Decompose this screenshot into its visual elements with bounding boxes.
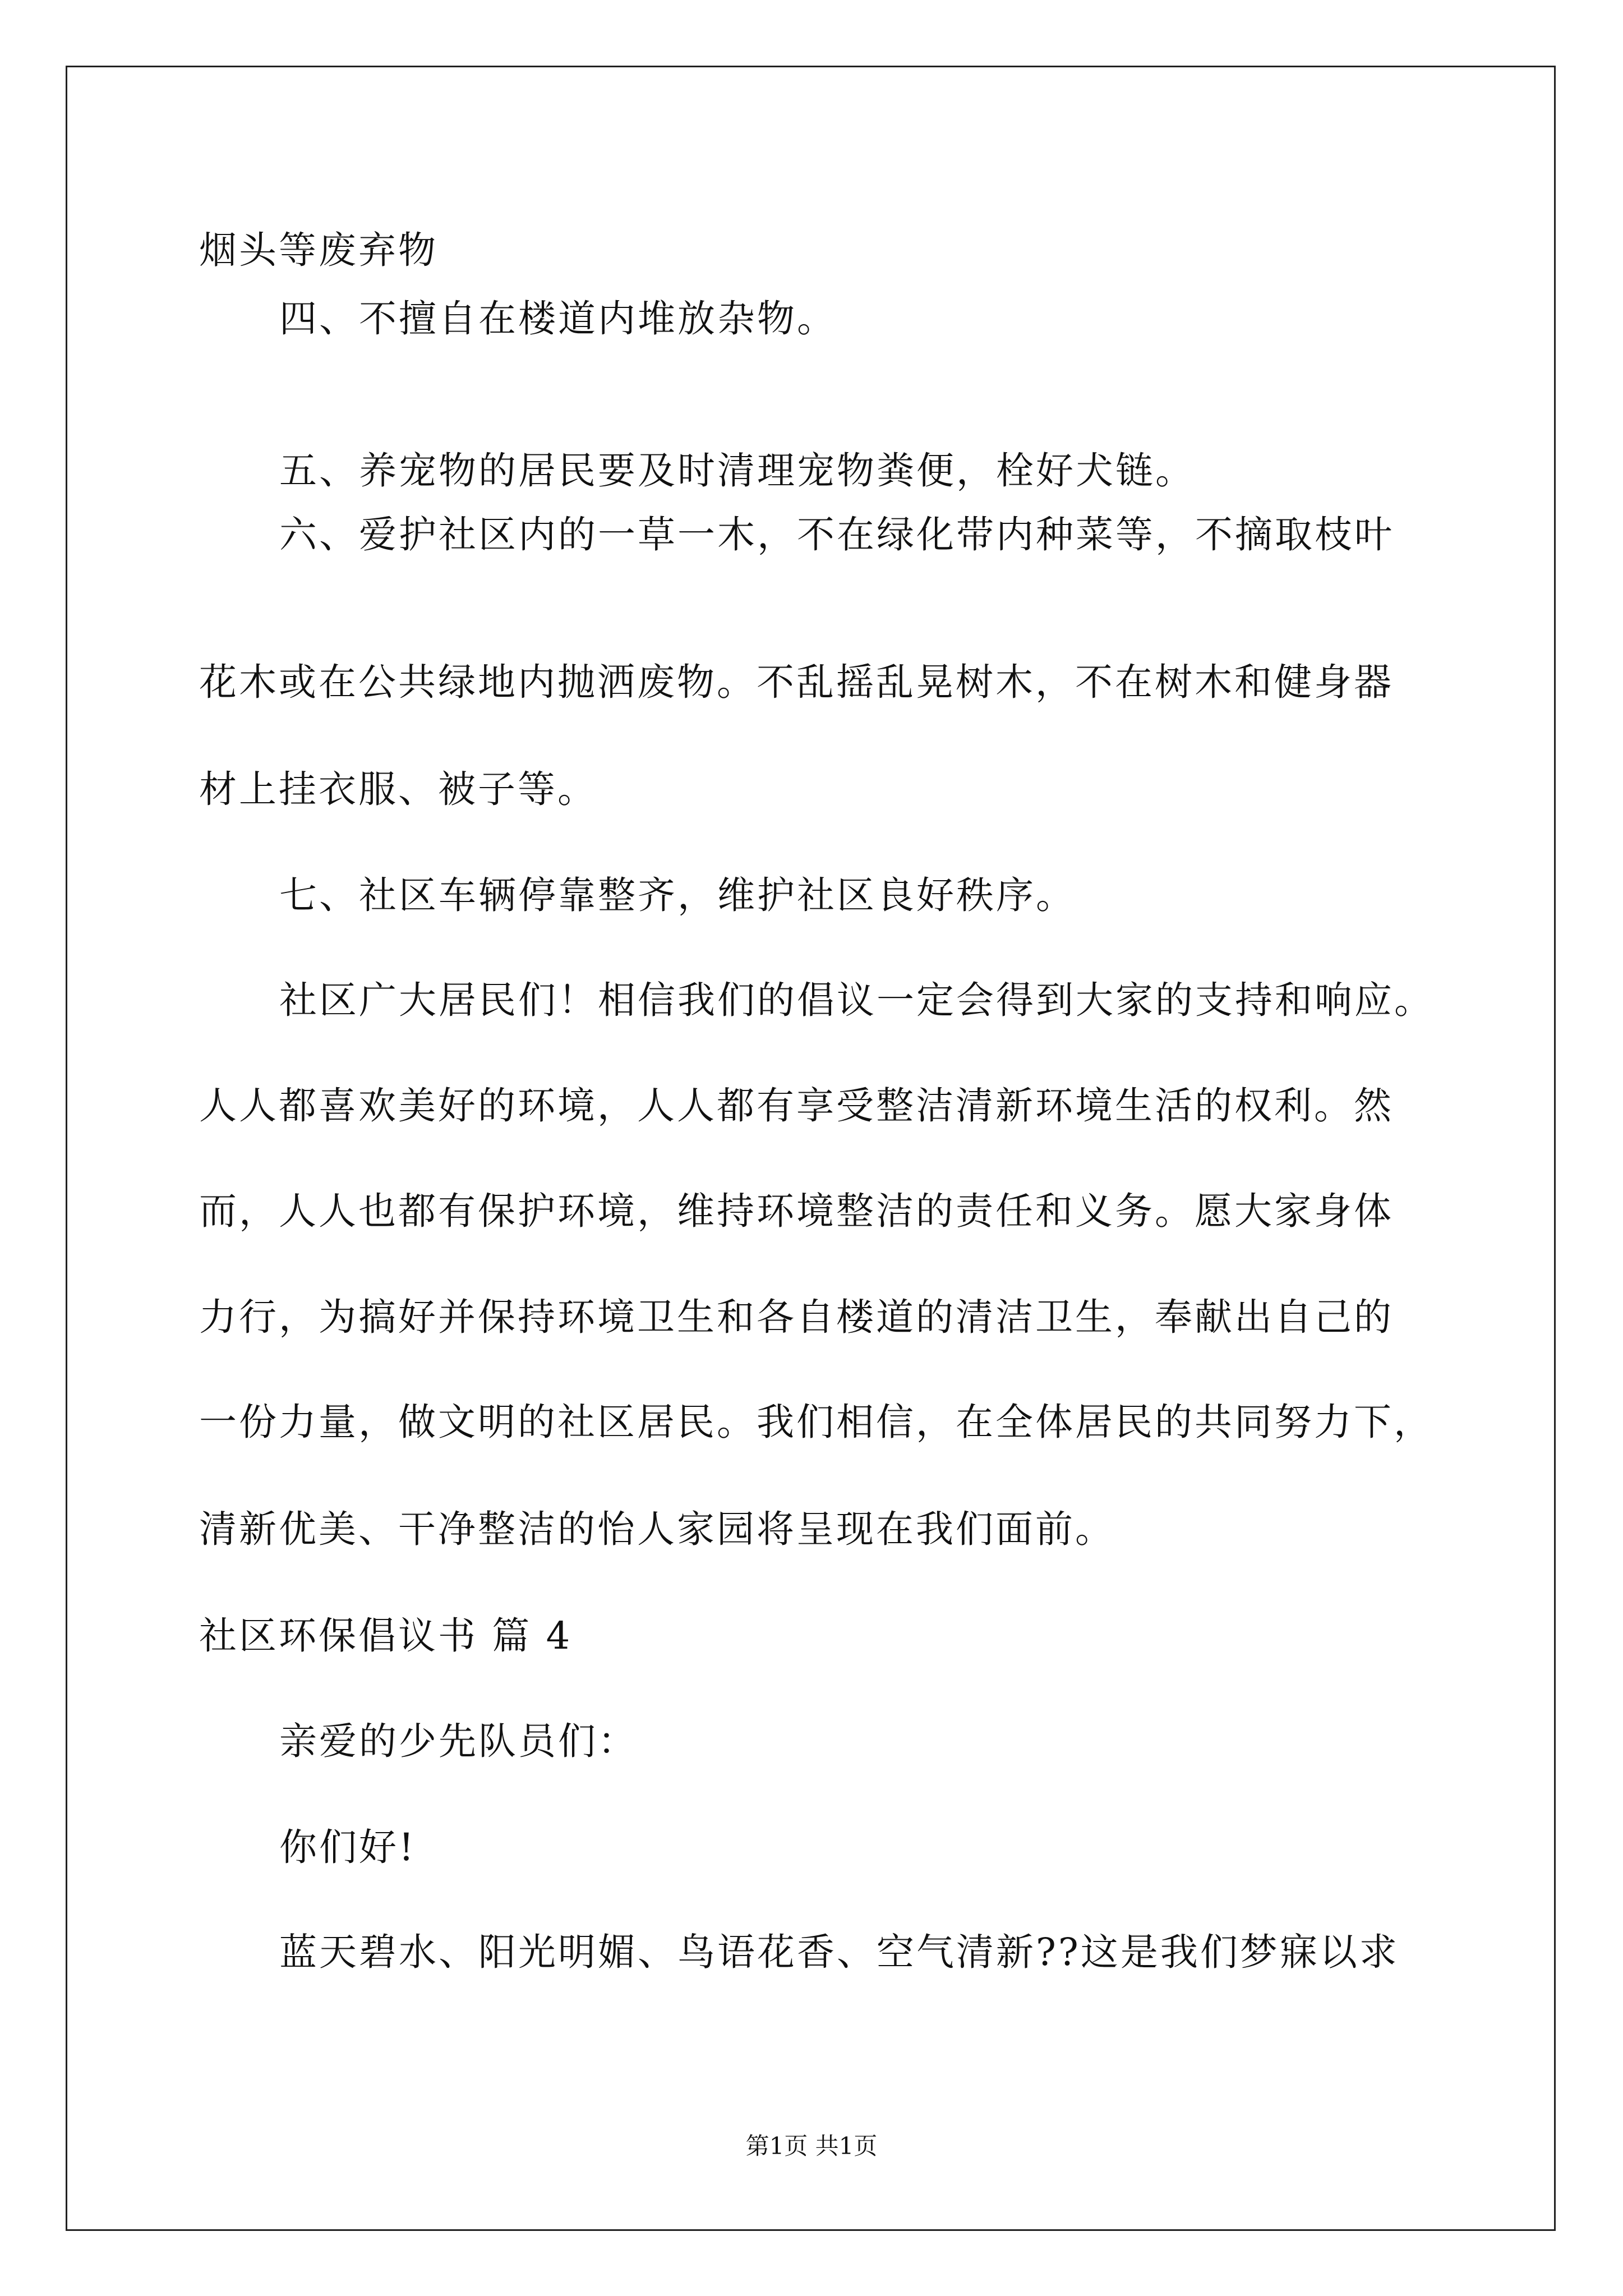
text-line-paragraph: 而，人人也都有保护环境，维持环境整洁的责任和义务。愿大家身体 <box>199 1189 1394 1233</box>
text-line-paragraph: 人人都喜欢美好的环境，人人都有享受整洁清新环境生活的权利。然 <box>199 1084 1394 1128</box>
text-line-paragraph: 一份力量，做文明的社区居民。我们相信，在全体居民的共同努力下， <box>199 1400 1433 1444</box>
text-line-paragraph: 社区广大居民们！相信我们的倡议一定会得到大家的支持和响应。 <box>279 978 1434 1022</box>
page-footer: 第1页 共1页 <box>745 2132 878 2160</box>
text-line-item-6: 六、爱护社区内的一草一木，不在绿化带内种菜等，不摘取枝叶 <box>279 513 1394 556</box>
text-line-paragraph: 蓝天碧水、阳光明媚、鸟语花香、空气清新??这是我们梦寐以求 <box>279 1930 1399 1974</box>
text-line-item-4: 四、不擅自在楼道内堆放杂物。 <box>279 297 837 341</box>
text-line-item-6-cont: 材上挂衣服、被子等。 <box>199 767 597 811</box>
section-heading: 社区环保倡议书 篇 4 <box>199 1614 573 1658</box>
text-line-salutation: 亲爱的少先队员们： <box>279 1719 638 1763</box>
text-line-continuation: 烟头等废弃物 <box>199 228 438 272</box>
text-line-item-5: 五、养宠物的居民要及时清理宠物粪便，栓好犬链。 <box>279 449 1195 493</box>
text-line-greeting: 你们好! <box>279 1825 416 1869</box>
text-line-paragraph: 清新优美、干净整洁的怡人家园将呈现在我们面前。 <box>199 1507 1115 1551</box>
text-line-paragraph: 力行，为搞好并保持环境卫生和各自楼道的清洁卫生，奉献出自己的 <box>199 1295 1394 1339</box>
page-border <box>66 66 1556 2231</box>
text-line-item-6-cont: 花木或在公共绿地内抛洒废物。不乱摇乱晃树木，不在树木和健身器 <box>199 660 1394 704</box>
text-line-item-7: 七、社区车辆停靠整齐，维护社区良好秩序。 <box>279 873 1076 917</box>
